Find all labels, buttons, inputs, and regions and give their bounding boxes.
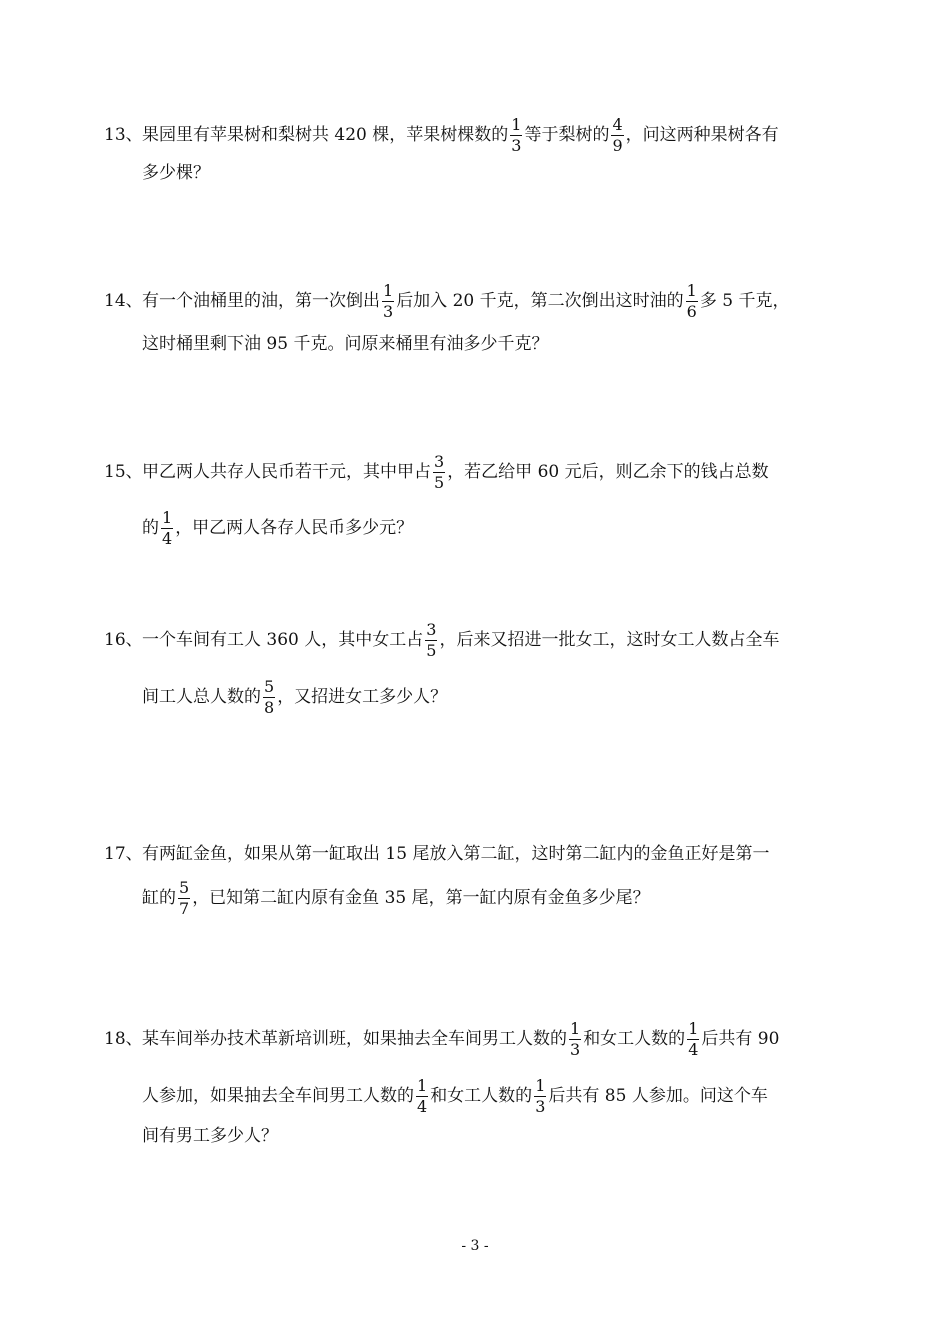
problem-text: 间工人总人数的 (142, 687, 261, 707)
problem-text: 有两缸金鱼，如果从第一缸取出 15 尾放入第二缸，这时第二缸内的金鱼正好是第一 (142, 844, 770, 864)
problem-text: 间有男工多少人？ (142, 1126, 278, 1146)
problem-14-line-1 (104, 283, 789, 320)
problem-text: ，问这两种果树各有 (625, 125, 779, 145)
fraction: $\frac{5}{7}$ (179, 878, 190, 918)
problem-text: 多 5 千克， (699, 291, 790, 311)
problem-text: 后加入 20 千克，第二次倒出这时油的 (396, 291, 684, 311)
problem-text: 和女工人数的 (430, 1086, 533, 1106)
problem-13-line-2 (142, 165, 210, 182)
problem-number: 15、 (104, 462, 143, 482)
problem-number: 14、 (104, 291, 143, 311)
problem-text: 后共有 90 (701, 1029, 780, 1049)
problem-text: 果园里有苹果树和梨树共 420 棵，苹果树棵数的 (142, 125, 509, 145)
problem-17-line-1 (104, 846, 769, 863)
fraction: $\frac{5}{8}$ (264, 677, 275, 717)
problem-text: 甲乙两人共存人民币若干元，其中甲占 (142, 462, 431, 482)
fraction: $\frac{1}{3}$ (535, 1076, 546, 1116)
problem-text: 等于梨树的 (524, 125, 610, 145)
fraction: $\frac{3}{5}$ (426, 620, 437, 660)
problem-number: 17、 (104, 844, 143, 864)
problem-text: ，若乙给甲 60 元后，则乙余下的钱占总数 (447, 462, 769, 482)
problem-13-line-1 (104, 117, 779, 154)
problem-text: 一个车间有工人 360 人，其中女工占 (142, 630, 424, 650)
fraction: $\frac{1}{6}$ (686, 281, 697, 321)
problem-16-line-1 (104, 622, 779, 659)
problem-text: ，已知第二缸内原有金鱼 35 尾，第一缸内原有金鱼多少尾？ (192, 888, 650, 908)
problem-text: ，甲乙两人各存人民币多少元？ (175, 518, 414, 538)
fraction: $\frac{1}{4}$ (417, 1076, 428, 1116)
fraction: $\frac{1}{4}$ (162, 508, 173, 548)
problem-15-line-1 (104, 454, 769, 491)
problem-18-line-2 (142, 1078, 768, 1115)
problem-17-line-2 (142, 880, 650, 917)
problem-text: ，后来又招进一批女工，这时女工人数占全车 (439, 630, 780, 650)
fraction: $\frac{1}{3}$ (570, 1019, 581, 1059)
fraction: $\frac{1}{3}$ (383, 281, 394, 321)
fraction: $\frac{4}{9}$ (612, 115, 623, 155)
problem-text: ，又招进女工多少人？ (277, 687, 448, 707)
problem-text: 有一个油桶里的油，第一次倒出 (142, 291, 380, 311)
problem-16-line-2 (142, 679, 447, 716)
problem-number: 13、 (104, 125, 143, 145)
problem-text: 这时桶里剩下油 95 千克。问原来桶里有油多少千克？ (142, 334, 549, 354)
problem-number: 16、 (104, 630, 143, 650)
problem-text: 多少棵？ (142, 163, 210, 183)
problem-14-line-2 (142, 336, 548, 353)
page-number: - 3 - (461, 1238, 489, 1254)
problem-18-line-3 (142, 1128, 278, 1145)
problem-text: 的 (142, 518, 159, 538)
problem-number: 18、 (104, 1029, 143, 1049)
problem-text: 缸的 (142, 888, 176, 908)
fraction: $\frac{3}{5}$ (434, 452, 445, 492)
problem-18-line-1 (104, 1021, 779, 1058)
fraction: $\frac{1}{3}$ (511, 115, 522, 155)
problem-text: 后共有 85 人参加。问这个车 (548, 1086, 768, 1106)
problem-15-line-2 (142, 510, 413, 547)
problem-text: 和女工人数的 (583, 1029, 686, 1049)
fraction: $\frac{1}{4}$ (688, 1019, 699, 1059)
problem-text: 某车间举办技术革新培训班，如果抽去全车间男工人数的 (142, 1029, 567, 1049)
problem-text: 人参加，如果抽去全车间男工人数的 (142, 1086, 414, 1106)
